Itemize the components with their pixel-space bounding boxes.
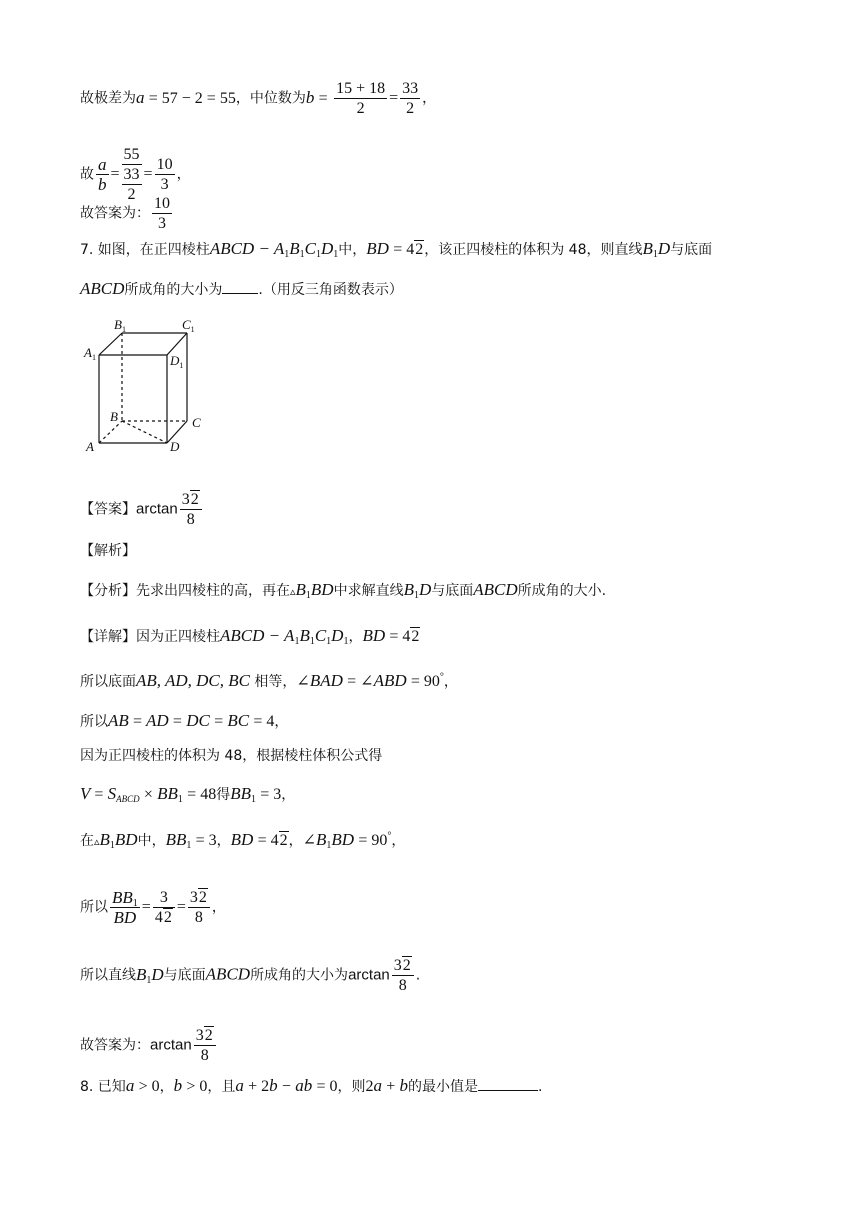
detail-line-3: 所以AB = AD = DC = BC = 4， xyxy=(80,711,289,730)
range-expression: a = 57 − 2 = 55 xyxy=(136,87,236,107)
solution-line-ratio: 故 $\frac{a}{b}$ = 55 33 2 = $\frac{10}{3}$ ， xyxy=(80,146,191,203)
median-fraction: $\frac{15 + 18}{2}$ xyxy=(336,80,386,117)
a-over-b-fraction: $\frac{a}{b}$ xyxy=(98,155,107,194)
question-7-line-2: ABCD所成角的大小为 .（用反三角函数表示） xyxy=(80,279,403,298)
label-B1: $B_1$ xyxy=(114,317,126,334)
label-A: A xyxy=(86,439,94,454)
detail-line-7: 所以 $\frac{BB_1}{BD}$ = $\frac{3}{42}$ = $\frac{32}{8}$ ， xyxy=(80,888,226,927)
label-C: C xyxy=(192,415,201,430)
detail-line-2: 所以底面AB, AD, DC, BC 相等，∠BAD = ∠ABD = 90°， xyxy=(80,671,458,690)
label-D: D xyxy=(170,439,180,454)
detail-line-1: 【详解】因为正四棱柱ABCD − $A_1B_1C_1D_1$，BD = 42 xyxy=(80,626,420,647)
answer-fraction: $\frac{32}{8}$ xyxy=(180,490,202,529)
detail-line-4: 因为正四棱柱的体积为 48，根据棱柱体积公式得 xyxy=(80,748,383,764)
question-7-line-1: 7. 如图，在正四棱柱ABCD − $A_1B_1C_1D_1$中，BD = 42，该正四棱柱的体积为 48，则直线$B_1D$与底面 xyxy=(80,239,713,260)
analysis-summary: 【分析】先求出四棱柱的高，再在$▵B_1BD$中求解直线$B_1D$与底面ABCD所成角的大小. xyxy=(80,580,607,601)
label-B: B xyxy=(110,409,118,424)
answer-section: 【答案】arctan $\frac{32}{8}$ xyxy=(80,490,204,529)
solution-line-range-median: 故极差为a = 57 − 2 = 55，中位数为b = $\frac{15 + 18}{2}$ = $\frac{33}{2}$ ， xyxy=(80,80,437,117)
answer-blank xyxy=(222,293,258,294)
analysis-heading: 【解析】 xyxy=(80,543,136,559)
label-D1: $D_1$ xyxy=(170,353,184,370)
prism-figure xyxy=(82,315,222,455)
detail-line-8: 所以直线$B_1D$与底面ABCD所成角的大小为arctan $\frac{32}{8}$ . xyxy=(80,957,421,994)
final-answer-line: 故答案为：arctan $\frac{32}{8}$ xyxy=(80,1026,218,1065)
question-8: 8. 已知a > 0，b > 0，且a + 2b − ab = 0，则2a + b的最小值是 . xyxy=(80,1076,543,1095)
label-A1: $A_1$ xyxy=(84,345,96,362)
detail-line-5: $V = S_{ABCD} \times BB_1 = 48$得$BB_1 = 3$， xyxy=(80,784,296,805)
compound-fraction: 55 33 2 xyxy=(123,146,140,203)
answer-blank xyxy=(478,1090,538,1091)
label-C1: $C_1$ xyxy=(182,317,195,334)
detail-line-6: 在$▵B_1BD$中，$BB_1 = 3$，BD = 42，$\angle B_1BD = 90^\circ$， xyxy=(80,830,406,851)
answer-line-q6: 故答案为： $\frac{10}{3}$ xyxy=(80,195,170,232)
